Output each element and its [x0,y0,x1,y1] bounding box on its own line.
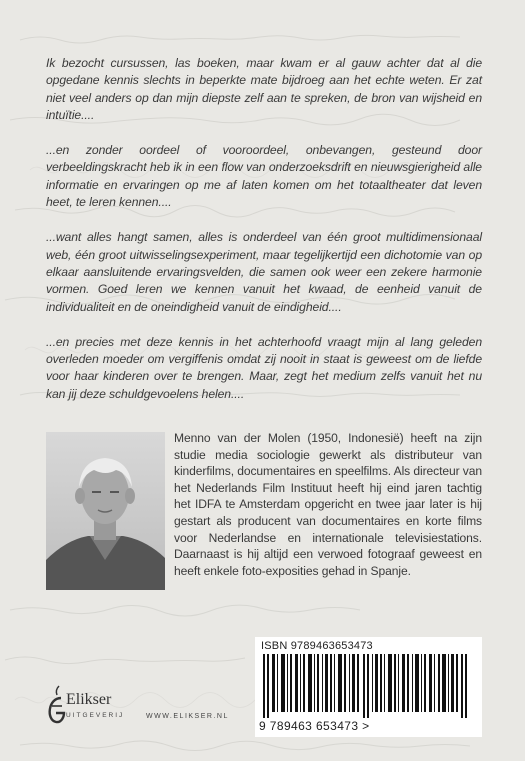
author-bio: Menno van der Molen (1950, Indonesië) heeft na zijn studie media sociologie gewerkt als distributeur van kinderfilms, documentaires en speelfilms. Als directeur van het Nederlands Film Instituut heeft hij eind jaren tachtig het IDFA te Amsterdam opgericht en twee jaar later is hij gestart als producent van documentaires en korte films voor Nederlandse en internationale televisiestations. Daarnaast is hij altijd een verwoed fotograaf geweest en heeft enkele foto-exposities gehad in Spanje. [174,431,483,578]
barcode [263,654,475,718]
author-photo [46,432,165,590]
paragraph-1: Ik bezocht cursussen, las boeken, maar kwam er al gauw achter dat al die opgedane kennis slechts in beperkte mate bijdroeg aan het echte weten. Er zat niet veel anders op dan mijn diepste zelf aan te spreken, de bron van wijsheid en intuïtie.... [46,56,482,122]
publisher-name: Elikser [66,691,112,708]
isbn-digits: 9 789463 653473 > [259,719,370,733]
isbn-label: ISBN 9789463653473 [261,640,373,652]
paragraph-2: ...en zonder oordeel of vooroordeel, onbevangen, gesteund door verbeeldingskracht heb ik in een flow van onderzoeksdrift en nieuwsgierigheid alle informatie en ervaringen op me af laten komen om het totaaltheater dat leven heet, te leren kennen.... [46,143,482,210]
isbn-barcode-block [255,637,482,737]
elikser-logo-icon [44,682,66,728]
back-cover-text [46,55,482,421]
paragraph-4: ...en precies met deze kennis in het achterhoofd vraagt mijn al lang geleden overleden moeder om vergiffenis omdat zij nooit in staat is geweest om de liefde voor haar kinderen over te brengen. Maar, zegt het medium zelfs vanuit het nu kan jij deze schuldgevoelens helen.... [46,334,482,401]
publisher-subtitle: UITGEVERIJ [66,712,125,719]
paragraph-3: ...want alles hangt samen, alles is onderdeel van één groot multidimensionaal web, één groot uitwisselingsexperiment, maar tegelijkertijd een dichotomie van op elkaar aansluitende ervaringsvelden, die samen ook weer een zekere harmonie vormen. Goed leren we kennen vanuit het kwaad, de eenheid vanuit de individualiteit en de oneindigheid vanuit de eindigheid.... [46,230,482,314]
publisher-website: WWW.ELIKSER.NL [146,713,229,720]
